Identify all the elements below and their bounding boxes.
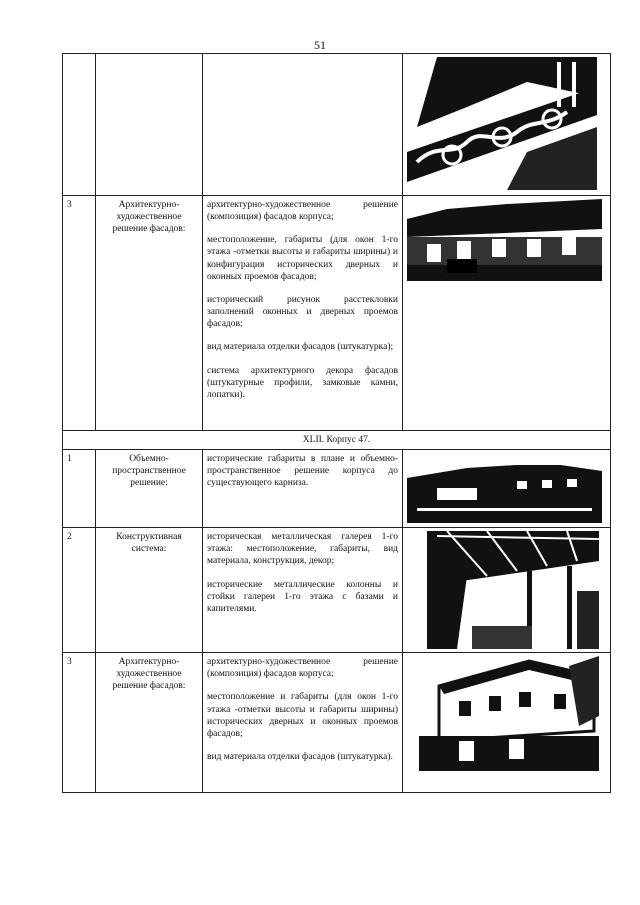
row-number: 3 xyxy=(63,653,96,793)
description-item: исторический рисунок расстекловки заполнений оконных и дверных проемов фасадов; xyxy=(207,294,398,330)
photo-cell xyxy=(403,653,611,793)
feature-name: Архитектурно-художественное решение фасадов: xyxy=(96,653,203,793)
feature-description xyxy=(203,528,403,653)
feature-name xyxy=(96,54,203,196)
building-exterior-photo xyxy=(407,453,606,523)
metal-gallery-photo xyxy=(427,531,606,649)
table-row xyxy=(63,450,611,528)
photo-cell xyxy=(403,54,611,196)
table-row xyxy=(63,528,611,653)
row-number: 1 xyxy=(63,450,96,528)
description-item: историческая металлическая галерея 1-го этажа: местоположение, габариты, вид материала, конструкция, декор; xyxy=(207,532,398,567)
two-storey-building-photo xyxy=(419,656,606,771)
feature-name: Архитектурно-художественное решение фасадов: xyxy=(96,196,203,431)
description-item: местоположение, габариты (для окон 1-го этажа -отметки высоты и габариты ширины) и конфигурация исторических дверных и оконных проемов фасадов; xyxy=(207,235,398,282)
building-facade-photo xyxy=(407,199,606,281)
photo-cell xyxy=(403,196,611,431)
row-number: 3 xyxy=(63,196,96,431)
feature-name: Объемно-пространственное решение: xyxy=(96,450,203,528)
section-heading-row xyxy=(63,431,611,450)
section-title: XLII. Корпус 47. xyxy=(63,431,611,450)
ornate-metal-railing-photo xyxy=(407,57,606,190)
feature-description xyxy=(203,196,403,431)
description-item: архитектурно-художественное решение (композиция) фасадов корпуса; xyxy=(207,657,398,680)
feature-description xyxy=(203,54,403,196)
table-row xyxy=(63,54,611,196)
photo-cell xyxy=(403,450,611,528)
description-item: вид материала отделки фасадов (штукатурка). xyxy=(207,752,393,763)
table-row xyxy=(63,653,611,793)
description-item: система архитектурного декора фасадов (штукатурные профили, замковые камни, лопатки). xyxy=(207,365,398,400)
feature-description xyxy=(203,653,403,793)
description-item: вид материала отделки фасадов (штукатурка); xyxy=(207,342,394,353)
photo-cell xyxy=(403,528,611,653)
row-number: 2 xyxy=(63,528,96,653)
description-item: архитектурно-художественное решение (композиция) фасадов корпуса; xyxy=(207,200,398,223)
feature-description xyxy=(203,450,403,528)
page-number: 51 xyxy=(314,38,326,52)
table-row xyxy=(63,196,611,431)
description-item: исторические металлические колонны и стойки галереи 1-го этажа с базами и капителями. xyxy=(207,579,398,614)
description-item: исторические габариты в плане и объемно-пространственное решение корпуса до существующего карниза. xyxy=(207,454,398,489)
description-item: местоположение и габариты (для окон 1-го этажа -отметки высоты и габариты ширины) исторических дверных и оконных проемов фасадов; xyxy=(207,692,398,739)
monument-features-table xyxy=(62,53,611,793)
row-number xyxy=(63,54,96,196)
feature-name: Конструктивная система: xyxy=(96,528,203,653)
